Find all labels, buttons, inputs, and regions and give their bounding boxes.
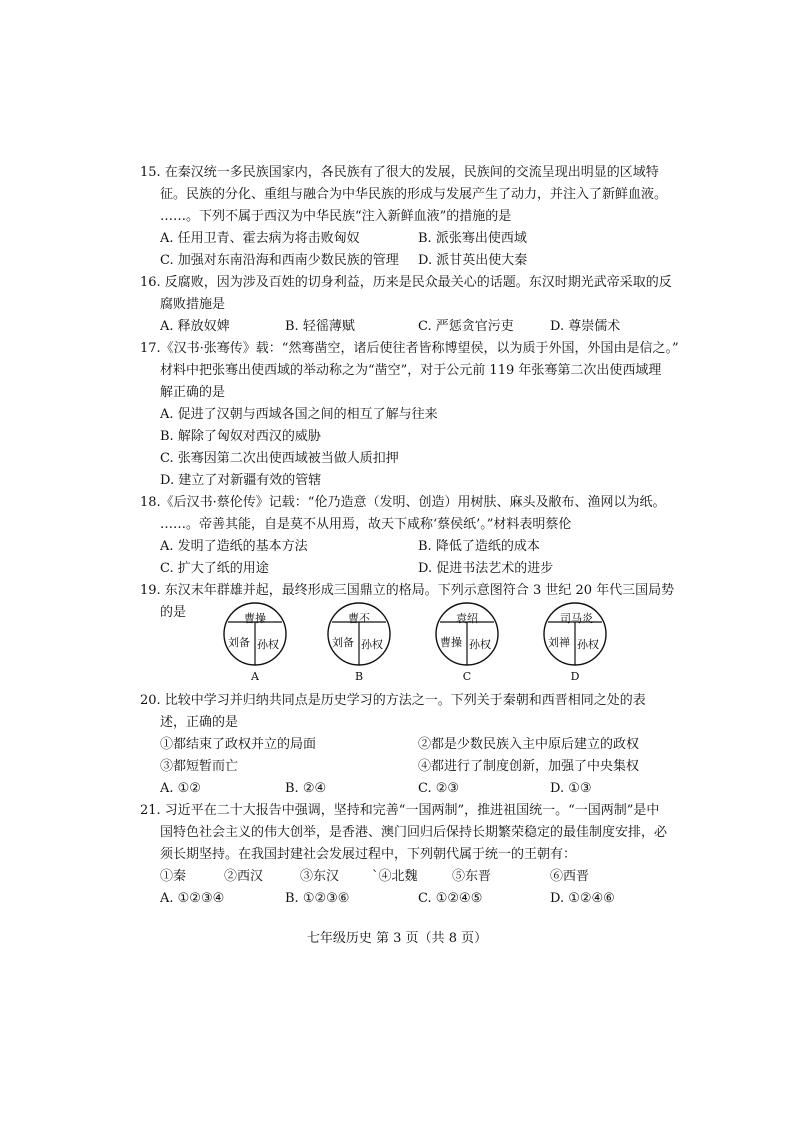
question-text: 国特色社会主义的伟大创举，是香港、澳门回归后保持长期繁荣稳定的最佳制度安排，必 [160, 825, 668, 840]
option-b: B. ①②③⑥ [285, 891, 350, 906]
three-kingdoms-diagrams [200, 602, 620, 682]
statement: ④都进行了制度创新，加强了中央集权 [418, 759, 640, 774]
option-d: D. ①②④⑥ [550, 891, 615, 906]
diagram-label-left: 刘禅 [548, 636, 570, 649]
question-text: 述，正确的是 [160, 715, 239, 730]
question-text: 的是 [160, 605, 187, 620]
statement: ①秦 [160, 869, 187, 884]
option-b: B. 派张骞出使西域 [418, 231, 527, 246]
statement: ⑥西晋 [550, 869, 590, 884]
option-row [140, 316, 660, 338]
statement-row [140, 734, 660, 756]
option-a: A. ①②③④ [160, 891, 225, 906]
option-row [140, 536, 660, 558]
option-c: C. 扩大了纸的用途 [160, 561, 269, 576]
question-text: 15. 在秦汉统一多民族国家内，各民族有了很大的发展，民族间的交流呈现出明显的区域特 [140, 165, 659, 180]
option-b: B. ②④ [285, 781, 327, 796]
diagram-label-top: 袁绍 [456, 612, 478, 625]
diagram-label-right: 孙权 [469, 638, 491, 651]
question-15 [140, 162, 668, 272]
question-text: ……。下列不属于西汉为中华民族“注入新鲜血液”的措施的是 [160, 209, 512, 224]
option-d: D. 促进书法艺术的进步 [418, 561, 554, 576]
question-text: 19. 东汉末年群雄并起，最终形成三国鼎立的格局。下列示意图符合 3 世纪 20 年代三国局势 [140, 583, 675, 598]
statement: ③东汉 [300, 869, 340, 884]
page-footer: 七年级历史 第 3 页（共 8 页） [306, 931, 488, 946]
statement: ②都是少数民族入主中原后建立的政权 [418, 737, 640, 752]
option-a: A. 任用卫青、霍去病为将击败匈奴 [160, 231, 360, 246]
option-a: A. 发明了造纸的基本方法 [160, 539, 308, 554]
option-row [140, 250, 660, 272]
question-text: 18.《后汉书·蔡伦传》记载：“伦乃造意（发明、创造）用树肤、麻头及敝布、渔网以为纸。 [140, 495, 666, 510]
option-b: B. 解除了匈奴对西汉的威胁 [160, 429, 321, 444]
diagram-letter: A [251, 670, 259, 683]
question-text: 17.《汉书·张骞传》载：“然骞凿空，诸后使往者皆称博望侯，以为质于外国，外国由是信之。” [140, 341, 679, 356]
diagram-label-top: 曹丕 [348, 612, 370, 625]
option-b: B. 轻徭薄赋 [285, 319, 355, 334]
option-row [140, 558, 660, 580]
diagram-c [422, 602, 512, 682]
option-a: A. 释放奴婢 [160, 319, 230, 334]
option-d: D. 尊崇儒术 [550, 319, 621, 334]
statement: ③都短暂而亡 [160, 759, 239, 774]
diagram-label-left: 曹操 [440, 636, 462, 649]
option-a: A. ①② [160, 781, 201, 796]
question-text: 20. 比较中学习并归纳共同点是历史学习的方法之一。下列关于秦朝和西晋相同之处的表 [140, 693, 646, 708]
question-text: 解正确的是 [160, 385, 226, 400]
question-18 [140, 492, 666, 580]
question-20 [140, 690, 660, 800]
question-text: 腐败措施是 [160, 297, 226, 312]
diagram-label-right: 孙权 [361, 638, 383, 651]
option-c: C. 严惩贪官污吏 [418, 319, 514, 334]
option-c: C. ①②④⑤ [418, 891, 483, 906]
option-c: C. ②③ [418, 781, 460, 796]
statement: ⑤东晋 [452, 869, 492, 884]
question-text: 须长期坚持。在我国封建社会发展过程中，下列朝代属于统一的王朝有： [160, 847, 577, 862]
option-row [140, 778, 660, 800]
option-d: D. 派甘英出使大秦 [418, 253, 528, 268]
statement: `④北魏 [372, 869, 418, 884]
diagram-label-right: 孙权 [257, 638, 279, 651]
statement-row [140, 866, 660, 888]
diagram-label-top: 司马炎 [560, 612, 593, 625]
question-text: ……。帝善其能，自是莫不从用焉，故天下咸称‘蔡侯纸’。”材料表明蔡伦 [160, 517, 572, 532]
question-text: 征。民族的分化、重组与融合为中华民族的形成与发展产生了动力，并注入了新鲜血液。 [160, 187, 668, 202]
question-21 [140, 800, 668, 910]
diagram-label-left: 刘备 [228, 636, 250, 649]
option-c: C. 加强对东南沿海和西南少数民族的管理 [160, 253, 399, 268]
option-b: B. 降低了造纸的成本 [418, 539, 540, 554]
diagram-letter: C [462, 670, 472, 683]
option-row [140, 228, 660, 250]
diagram-d [530, 602, 620, 682]
diagram-label-top: 曹操 [244, 612, 266, 625]
question-text: 21. 习近平在二十大报告中强调，坚持和完善“一国两制”，推进祖国统一。“一国两制”是中 [140, 803, 660, 818]
option-d: D. ①③ [550, 781, 592, 796]
diagram-b [314, 602, 404, 682]
statement: ①都结束了政权并立的局面 [160, 737, 317, 752]
diagram-letter: D [570, 670, 580, 683]
diagram-label-right: 孙权 [577, 638, 599, 651]
question-text: 材料中把张骞出使西域的举动称之为“凿空”，对于公元前 119 年张骞第二次出使西域理 [160, 363, 662, 378]
question-text: 16. 反腐败，因为涉及百姓的切身利益，历来是民众最关心的话题。东汉时期光武帝采取的反 [140, 275, 672, 290]
question-16 [140, 272, 672, 338]
diagram-letter: B [354, 670, 364, 683]
statement-row [140, 756, 660, 778]
option-d: D. 建立了对新疆有效的管辖 [160, 473, 322, 488]
diagram-label-left: 刘备 [332, 636, 354, 649]
option-a: A. 促进了汉朝与西域各国之间的相互了解与往来 [160, 407, 438, 422]
option-row [140, 888, 660, 910]
question-17 [140, 338, 679, 492]
diagram-a [210, 602, 300, 682]
statement: ②西汉 [224, 869, 264, 884]
option-c: C. 张骞因第二次出使西域被当做人质扣押 [160, 451, 399, 466]
